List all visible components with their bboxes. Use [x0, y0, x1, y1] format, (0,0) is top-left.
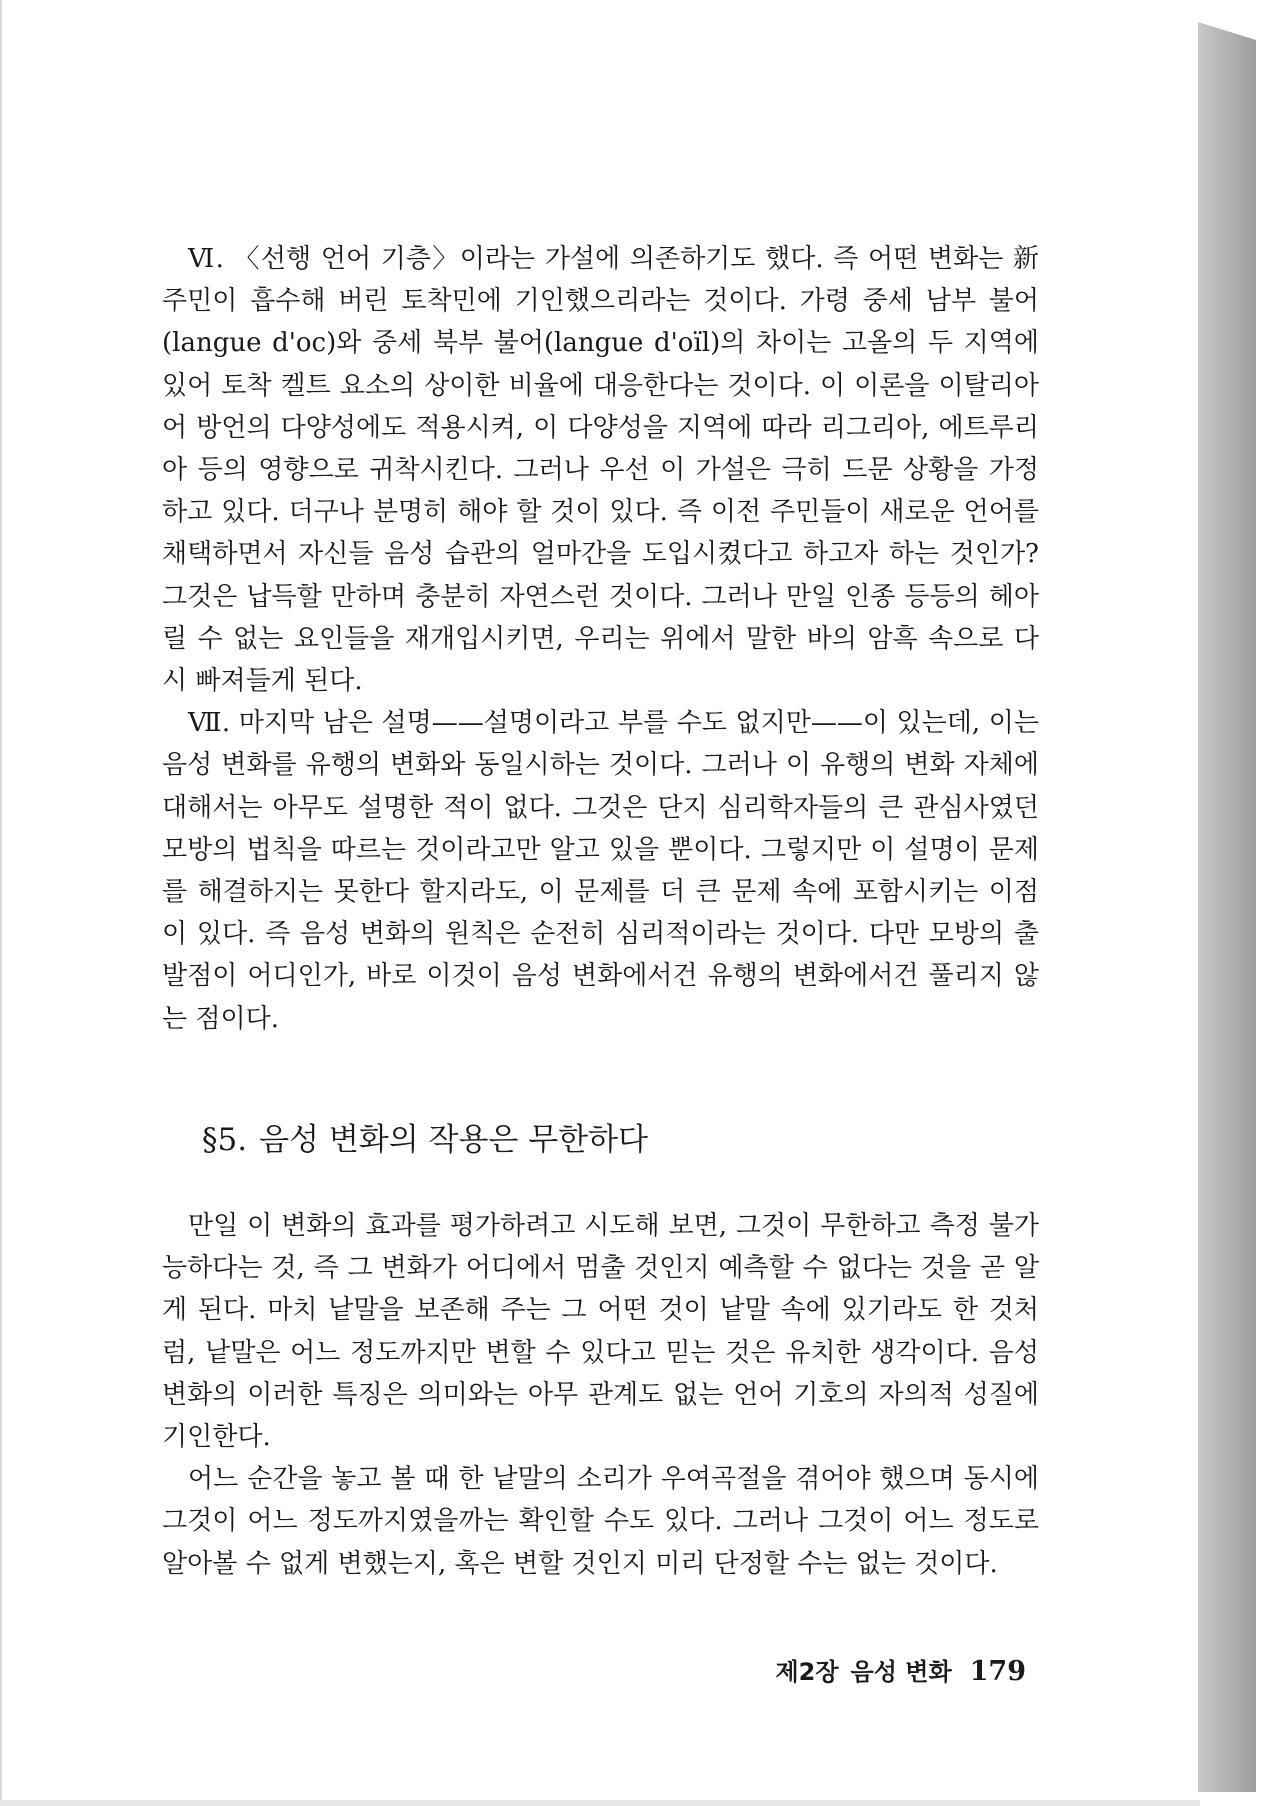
page-stack-edge [1198, 22, 1256, 1792]
paragraph-7: Ⅶ. 마지막 남은 설명——설명이라고 부를 수도 없지만——이 있는데, 이는 음성 변화를 유행의 변화와 동일시하는 것이다. 그러나 이 유행의 변화 자체에 대해서는 아무도 설명한 적이 없다. 그것은 단지 심리학자들의 큰 관심사였던 모방의 법칙을 따르는 것이라고만 알고 있을 뿐이다. 그렇지만 이 설명이 문제를 해결하지는 못한다 할지라도, 이 문제를 더 큰 문제 속에 포함시키는 이점이 있다. 즉 음성 변화의 원칙은 순전히 심리적이라는 것이다. 다만 모방의 출발점이 어디인가, 바로 이것이 음성 변화에서건 유행의 변화에서건 풀리지 않는 점이다. [162, 708, 1039, 1034]
main-text-upper [162, 238, 1039, 1040]
page-bottom-shadow [0, 1800, 1200, 1806]
main-text-lower [162, 1205, 1039, 1585]
section-number: §5. [202, 1122, 248, 1158]
section-title: 음성 변화의 작용은 무한하다 [259, 1122, 648, 1158]
paragraph-section5-1: 만일 이 변화의 효과를 평가하려고 시도해 보면, 그것이 무한하고 측정 불가능하다는 것, 즉 그 변화가 어디에서 멈출 것인지 예측할 수 없다는 것을 곧 알게 된다. 마치 낱말을 보존해 주는 그 어떤 것이 낱말 속에 있기라도 한 것처럼, 낱말은 어느 정도까지만 변할 수 있다고 믿는 것은 유치한 생각이다. 음성 변화의 이러한 특징은 의미와는 아무 관계도 없는 언어 기호의 자의적 성질에 기인한다. [162, 1211, 1039, 1453]
section-heading [202, 1120, 648, 1160]
footer-chapter: 제2장 [775, 1658, 839, 1686]
page-number: 179 [969, 1656, 1026, 1687]
footer-chapter-title: 음성 변화 [850, 1658, 952, 1686]
paragraph-6: Ⅵ. 〈선행 언어 기층〉이라는 가설에 의존하기도 했다. 즉 어떤 변화는 新주민이 흡수해 버린 토착민에 기인했으리라는 것이다. 가령 중세 남부 불어(langue d'oc)와 중세 북부 불어(langue d'oïl)의 차이는 고올의 두 지역에 있어 토착 켈트 요소의 상이한 비율에 대응한다는 것이다. 이 이론을 이탈리아어 방언의 다양성에도 적용시켜, 이 다양성을 지역에 따라 리그리아, 에트루리아 등의 영향으로 귀착시킨다. 그러나 우선 이 가설은 극히 드문 상황을 가정하고 있다. 더구나 분명히 해야 할 것이 있다. 즉 이전 주민들이 새로운 언어를 채택하면서 자신들 음성 습관의 얼마간을 도입시켰다고 하고자 하는 것인가? 그것은 납득할 만하며 충분히 자연스런 것이다. 그러나 만일 인종 등등의 헤아릴 수 없는 요인들을 재개입시키면, 우리는 위에서 말한 바의 암흑 속으로 다시 빠져들게 된다. [162, 244, 1039, 697]
paragraph-section5-2: 어느 순간을 놓고 볼 때 한 낱말의 소리가 우여곡절을 겪어야 했으며 동시에 그것이 어느 정도까지였을까는 확인할 수도 있다. 그러나 그것이 어느 정도로 알아볼 수 없게 변했는지, 혹은 변할 것인지 미리 단정할 수는 없는 것이다. [162, 1464, 1039, 1579]
running-footer [602, 1652, 1026, 1687]
